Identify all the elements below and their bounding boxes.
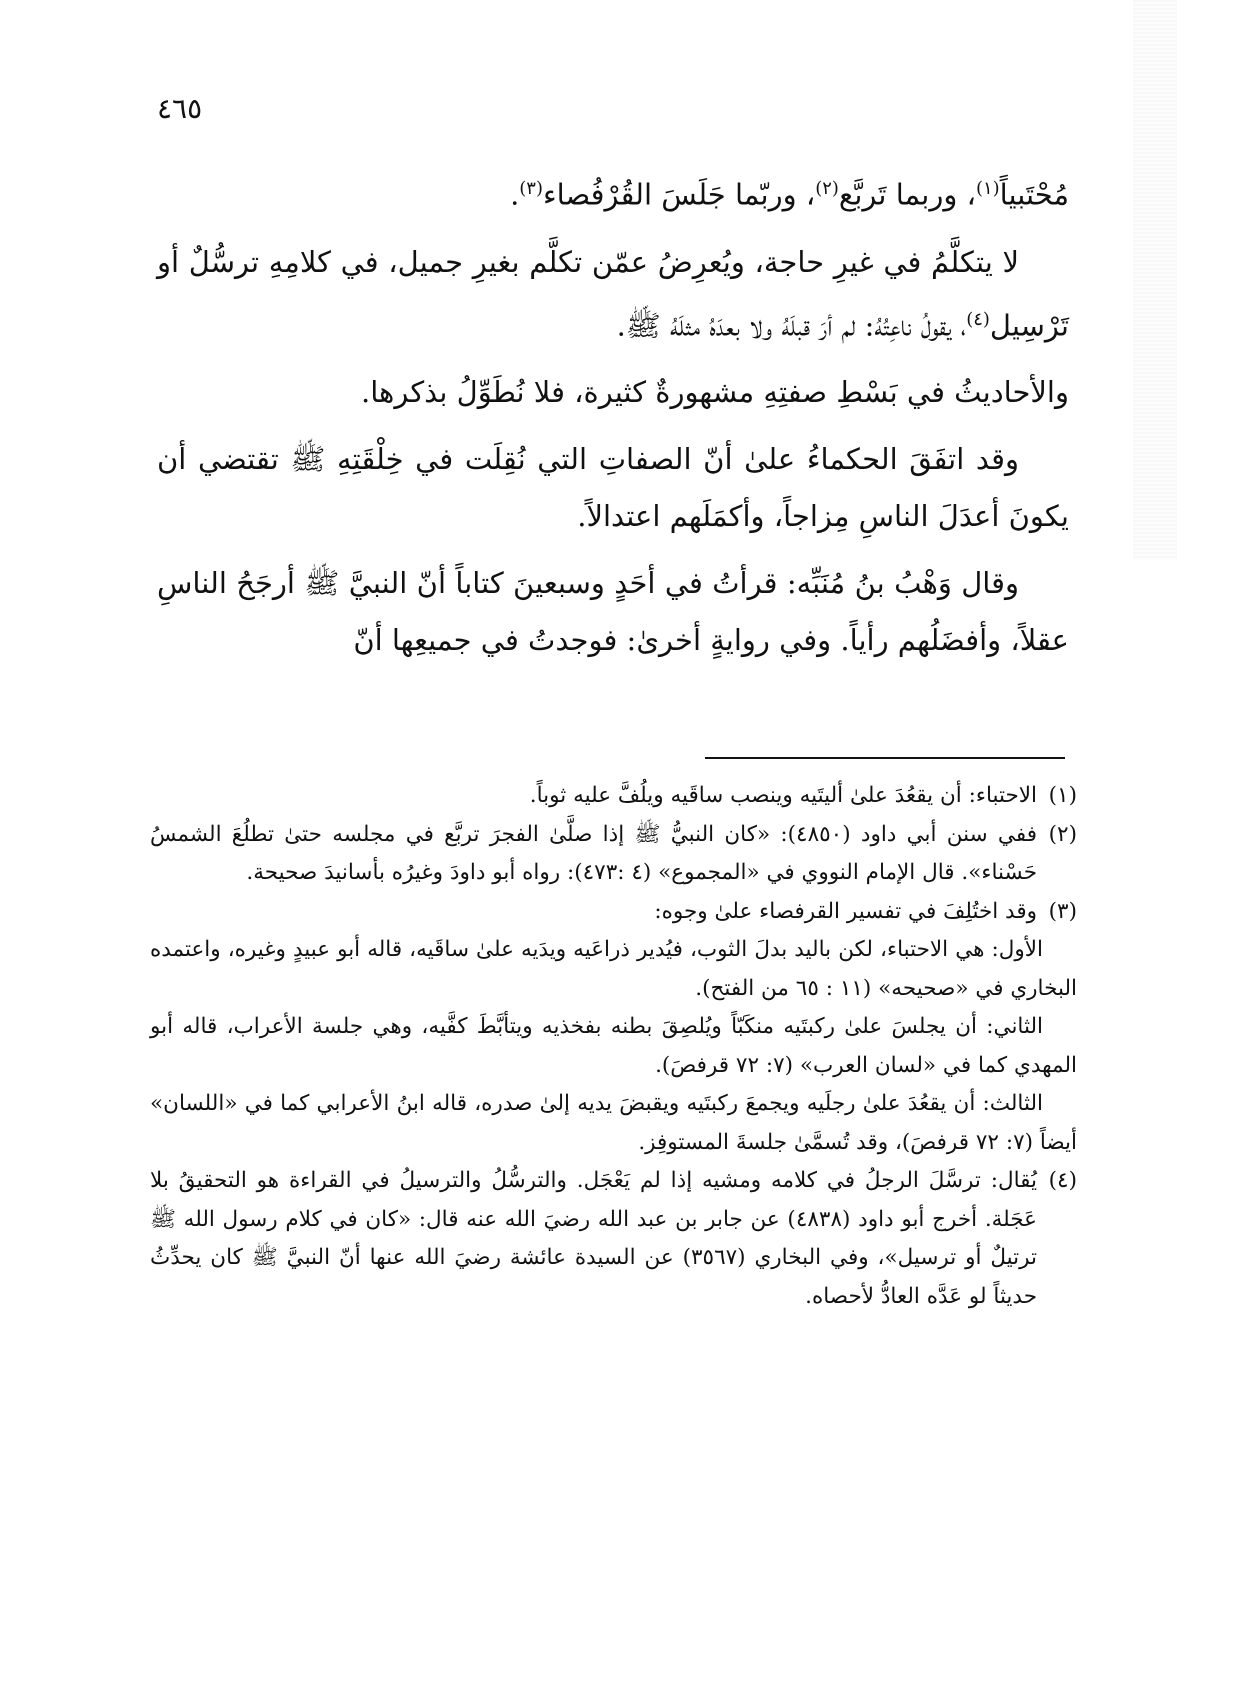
- footnote-3-second-view: الثاني: أن يجلسَ علىٰ ركبتَيه منكَبّاً ويُلصِقَ بطنه بفخذيه ويتأبَّطَ كفَّيه، وهي جلسة الأعراب، قاله أبو المهدي كما في «لسان العرب» (٧: ٧٢ قرفصَ).: [150, 1014, 1077, 1078]
- footnote-separator: [705, 757, 1065, 759]
- body-line-1-tail: ، وربّما جَلَسَ القُرْفُصاء: [542, 177, 816, 212]
- footnote-1: [150, 777, 1077, 816]
- scan-edge-shadow: [1133, 0, 1177, 560]
- footnote-ref-3[interactable]: (٣): [519, 178, 543, 199]
- page-number: ٤٦٥: [157, 92, 203, 125]
- body-line-1-start: مُحْتَبياً: [999, 177, 1069, 212]
- footnote-number-2: (٢): [1048, 821, 1077, 847]
- body-paragraph-2-a: لا يتكلَّمُ في غيرِ حاجة، ويُعرِضُ عمّن تكلَّم بغيرِ جميل، في كلامِهِ ترسُّلٌ أو تَرْسِيل: [157, 244, 1069, 343]
- body-line-1: [157, 160, 1069, 224]
- footnote-number-1: (١): [1048, 783, 1077, 808]
- footnote-number-3: (٣): [1048, 898, 1077, 924]
- body-paragraph-3: والأحاديثُ في بَسْطِ صفتِهِ مشهورةٌ كثيرة، فلا نُطَوِّلُ بذكرها.: [360, 375, 1069, 410]
- footnote-2: [150, 816, 1077, 893]
- footnote-4: [150, 1162, 1077, 1316]
- body-line-1-end: .: [510, 177, 520, 212]
- body-line-1-mid: ، وربما تَربَّع: [838, 177, 976, 212]
- footnote-text-3: وقد اختُلِفَ في تفسير القرفصاء علىٰ وجوه:: [654, 898, 1037, 924]
- footnote-3: [150, 893, 1077, 932]
- footnote-ref-4[interactable]: (٤): [966, 308, 990, 330]
- main-text: [157, 160, 1069, 679]
- footnote-ref-1[interactable]: (١): [975, 178, 1000, 199]
- footnote-3-third-view: الثالث: أن يقعُدَ علىٰ رجلَيه ويجمعَ ركبتَيه ويقبضَ يديه إلىٰ صدره، قاله ابنُ الأعرابي كما في «اللسان» أيضاً (٧: ٧٢ قرفصَ)، وقد تُسمَّىٰ جلسةَ المستوفِز.: [150, 1091, 1077, 1155]
- body-paragraph-2: [157, 234, 1069, 355]
- footnote-3-first-view: الأول: هي الاحتباء، لكن باليد بدلَ الثوب، فيُدير ذراعَيه ويدَيه علىٰ ساقَيه، قاله أبو عبيدٍ وغيره، واعتمده البخاري في «صحيحه» (١١ : ٦٥ من الفتح).: [150, 937, 1077, 1001]
- footnote-text-1: الاحتباء: أن يقعُدَ علىٰ أليتَيه وينصب ساقَيه ويلُفَّ عليه ثوباً.: [529, 783, 1037, 808]
- footnote-ref-2[interactable]: (٢): [815, 178, 839, 199]
- footnotes: [150, 777, 1077, 1316]
- body-paragraph-2-b: ، يقولُ ناعِتُهُ: لم أرَ قبلَهُ ولا بعدَهُ مثلَهُ ﷺ.: [616, 308, 967, 343]
- body-paragraph-5: وقال وَهْبُ بنُ مُنَبِّه: قرأتُ في أحَدٍ وسبعينَ كتاباً أنّ النبيَّ ﷺ أرجَحُ الناسِ عقلاً، وأفضَلُهم رأياً. وفي روايةٍ أخرىٰ: فوجدتُ في جميعِها أنّ: [157, 566, 1069, 658]
- footnote-text-4: يُقال: ترسَّلَ الرجلُ في كلامه ومشيه إذا لم يَعْجَل. والترسُّلُ والترسيلُ في القراءة هو التحقيقُ بلا عَجَلة. أخرج أبو داود (٤٨٣٨) عن جابر بن عبد الله رضيَ الله عنه قال: «كان في كلام رسول الله ﷺ ترتيلٌ أو ترسيل»، وفي البخاري (٣٥٦٧) عن السيدة عائشة رضيَ الله عنها أنّ النبيَّ ﷺ كان يحدِّثُ حديثاً لو عَدَّه العادُّ لأحصاه.: [150, 1168, 1038, 1309]
- footnote-text-2: ففي سنن أبي داود (٤٨٥٠): «كان النبيُّ ﷺ إذا صلَّىٰ الفجرَ تربَّع في مجلسه حتىٰ تطلُعَ الشمسُ حَسْناء». قال الإمام النووي في «المجموع» (٤ :٤٧٣): رواه أبو داودَ وغيرُه بأسانيدَ صحيحة.: [150, 821, 1037, 885]
- footnote-number-4: (٤): [1048, 1168, 1077, 1193]
- body-paragraph-4: وقد اتفَقَ الحكماءُ علىٰ أنّ الصفاتِ التي نُقِلَت في خِلْقَتِهِ ﷺ تقتضي أن يكونَ أعدَلَ الناسِ مِزاجاً، وأكمَلَهم اعتدالاً.: [157, 442, 1069, 534]
